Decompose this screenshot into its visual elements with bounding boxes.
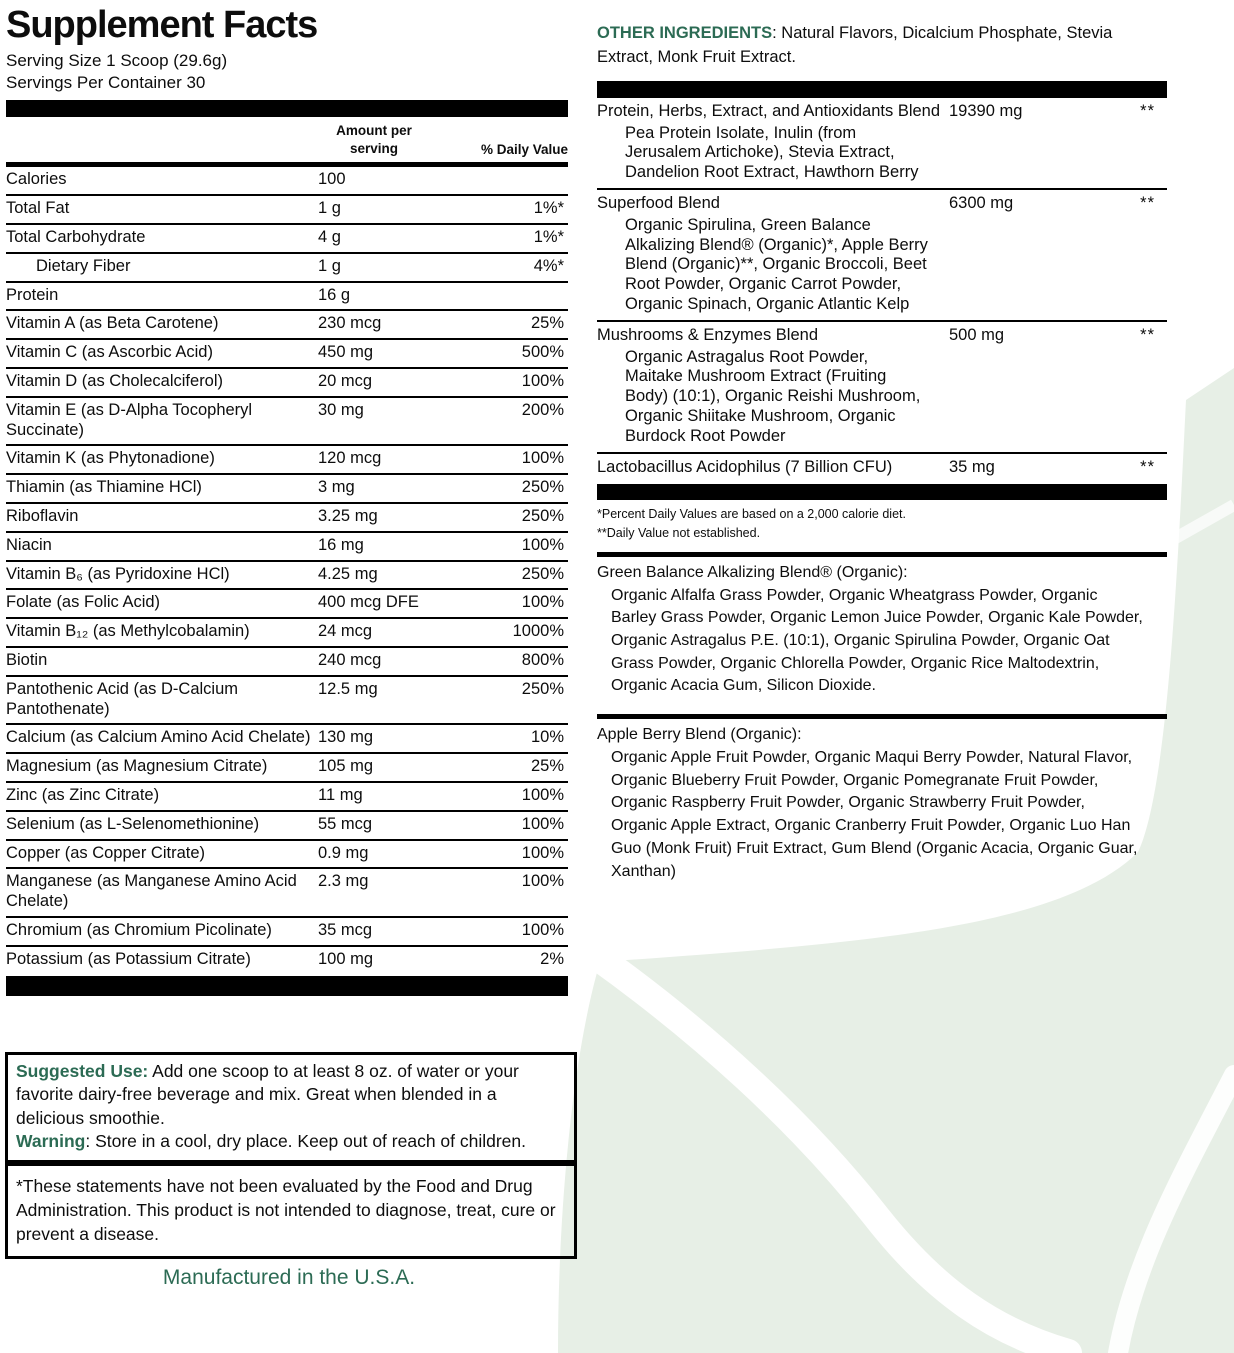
blend-detail xyxy=(597,714,1167,899)
nutrient-amount: 30 mg xyxy=(318,400,364,419)
facts-row xyxy=(6,252,568,281)
nutrient-amount: 4.25 mg xyxy=(318,564,378,583)
facts-row xyxy=(6,617,568,646)
nutrient-daily-value: 250% xyxy=(521,679,564,698)
warning-text: : Store in a cool, dry place. Keep out of reach of children. xyxy=(85,1130,527,1151)
nutrient-name: Vitamin B₆ (as Pyridoxine HCl) xyxy=(6,564,230,583)
facts-row xyxy=(6,916,568,945)
nutrient-amount: 230 mcg xyxy=(318,314,382,333)
blend-row xyxy=(597,98,1167,188)
nutrient-amount: 450 mg xyxy=(318,343,374,362)
suggested-use-label: Suggested Use: xyxy=(16,1061,149,1081)
blend-daily-value: ** xyxy=(1140,457,1155,476)
facts-row xyxy=(6,531,568,560)
nutrient-amount: 11 mg xyxy=(318,786,363,805)
blend-main-line xyxy=(597,454,1167,480)
footnote: *Percent Daily Values are based on a 2,000 calorie diet. xyxy=(597,507,906,522)
servings-per-container: Servings Per Container 30 xyxy=(6,72,206,92)
blend-ingredients: Pea Protein Isolate, Inulin (from Jerusalem Artichoke), Stevia Extract, Dandelion Root Extract, Hawthorn Berry xyxy=(625,123,919,182)
facts-row xyxy=(6,396,568,445)
nutrient-name: Biotin xyxy=(6,651,48,670)
blend-detail-text: Organic Alfalfa Grass Powder, Organic Wheatgrass Powder, Organic Barley Grass Powder, Organic Lemon Juice Powder, Organic Kale Powder, Organic Astragalus P.E. (10:1), Organic Spirulina Powder, Organic Oat Grass Powder, Organic Chlorella Powder, Organic Rice Maltodextrin, Organic Acacia Gum, Silicon Dioxide. xyxy=(611,586,1143,695)
nutrient-name: Vitamin B₁₂ (as Methylcobalamin) xyxy=(6,622,250,641)
nutrient-name: Riboflavin xyxy=(6,507,79,526)
blend-detail-title: Green Balance Alkalizing Blend® (Organic): xyxy=(597,563,908,581)
facts-row xyxy=(6,810,568,839)
nutrient-daily-value: 200% xyxy=(521,400,564,419)
fda-disclaimer-box xyxy=(5,1163,577,1259)
warning-label: Warning xyxy=(16,1130,86,1151)
blend-row xyxy=(597,320,1167,452)
blend-daily-value: ** xyxy=(1140,101,1155,120)
blend-name: Mushrooms & Enzymes Blend xyxy=(597,325,819,344)
blend-daily-value: ** xyxy=(1140,325,1155,344)
divider-bar-bottom xyxy=(6,976,568,996)
nutrient-daily-value: 250% xyxy=(521,564,564,583)
nutrient-amount: 4 g xyxy=(318,228,341,247)
nutrient-daily-value: 100% xyxy=(521,593,564,612)
nutrient-daily-value: 250% xyxy=(521,478,564,497)
nutrient-amount: 55 mcg xyxy=(318,814,373,833)
nutrient-name: Calcium (as Calcium Amino Acid Chelate) xyxy=(6,728,311,747)
nutrient-daily-value: 800% xyxy=(521,651,564,670)
nutrient-name: Total Carbohydrate xyxy=(6,228,146,247)
nutrient-name: Manganese (as Manganese Amino Acid Chelate) xyxy=(6,872,297,911)
divider-bar-right-top xyxy=(597,81,1167,98)
nutrient-name: Magnesium (as Magnesium Citrate) xyxy=(6,757,268,776)
nutrient-amount: 100 mg xyxy=(318,949,374,968)
facts-row xyxy=(6,444,568,473)
blend-detail-sections xyxy=(597,552,1167,899)
blend-amount: 35 mg xyxy=(949,457,995,476)
nutrient-daily-value: 2% xyxy=(540,949,564,968)
nutrient-daily-value: 10% xyxy=(530,728,564,747)
fda-disclaimer-text: *These statements have not been evaluated by the Food and Drug Administration. This product is not intended to diagnose, treat, cure or prevent a disease. xyxy=(16,1176,556,1245)
facts-table xyxy=(6,162,568,973)
blend-daily-value: ** xyxy=(1140,194,1155,213)
nutrient-daily-value: 25% xyxy=(530,757,564,776)
nutrient-amount: 105 mg xyxy=(318,757,374,776)
other-ingredients-text: : Natural Flavors, Dicalcium Phosphate, Stevia Extract, Monk Fruit Extract. xyxy=(597,24,1113,66)
nutrient-daily-value xyxy=(488,170,568,190)
nutrient-name: Vitamin K (as Phytonadione) xyxy=(6,449,215,468)
facts-row xyxy=(6,281,568,310)
nutrient-daily-value: 100% xyxy=(521,872,564,891)
nutrient-name: Vitamin C (as Ascorbic Acid) xyxy=(6,343,213,362)
blend-amount: 6300 mg xyxy=(949,194,1014,213)
facts-table-header xyxy=(6,117,568,162)
suggested-use-text: Add one scoop to at least 8 oz. of water or your favorite dairy-free beverage and mix. Great when blended in a delicious smoothie. xyxy=(16,1061,519,1128)
blends-table xyxy=(597,98,1167,485)
other-ingredients xyxy=(597,22,1149,70)
column-header-amount: Amount per serving xyxy=(336,123,412,156)
nutrient-daily-value: 100% xyxy=(521,535,564,554)
nutrient-amount: 0.9 mg xyxy=(318,843,369,862)
facts-row xyxy=(6,588,568,617)
suggested-use-box xyxy=(5,1052,577,1163)
panel-title: Supplement Facts xyxy=(6,4,318,46)
blend-row xyxy=(597,452,1167,485)
nutrient-amount: 120 mcg xyxy=(318,449,382,468)
nutrient-daily-value: 25% xyxy=(530,314,564,333)
facts-row xyxy=(6,223,568,252)
supplement-facts-panel xyxy=(6,6,568,996)
facts-row xyxy=(6,945,568,974)
nutrient-name: Total Fat xyxy=(6,199,70,218)
nutrient-name: Dietary Fiber xyxy=(36,256,131,275)
nutrient-name: Zinc (as Zinc Citrate) xyxy=(6,786,160,805)
nutrient-name: Pantothenic Acid (as D-Calcium Pantothenate) xyxy=(6,679,239,718)
blend-main-line xyxy=(597,190,1167,216)
nutrient-amount: 3 mg xyxy=(318,478,355,497)
footnote: **Daily Value not established. xyxy=(597,526,761,541)
nutrient-daily-value: 100% xyxy=(521,843,564,862)
facts-row xyxy=(6,752,568,781)
nutrient-daily-value: 100% xyxy=(521,372,564,391)
facts-row xyxy=(6,194,568,223)
nutrient-amount: 16 mg xyxy=(318,535,364,554)
facts-row xyxy=(6,646,568,675)
facts-row xyxy=(6,560,568,589)
nutrient-amount: 240 mcg xyxy=(318,651,382,670)
nutrient-daily-value: 500% xyxy=(521,343,564,362)
nutrient-name: Calories xyxy=(6,170,67,189)
nutrient-amount: 24 mcg xyxy=(318,622,373,641)
blend-main-line xyxy=(597,322,1167,348)
nutrient-name: Folate (as Folic Acid) xyxy=(6,593,161,612)
nutrient-amount: 1 g xyxy=(318,256,341,275)
nutrient-amount: 1 g xyxy=(318,199,341,218)
footnotes xyxy=(597,500,1167,552)
serving-size: Serving Size 1 Scoop (29.6g) xyxy=(6,50,228,70)
nutrient-daily-value xyxy=(488,286,568,306)
other-ingredients-label: OTHER INGREDIENTS xyxy=(597,24,773,42)
facts-row xyxy=(6,839,568,868)
facts-row xyxy=(6,473,568,502)
nutrient-daily-value: 100% xyxy=(521,449,564,468)
nutrient-amount: 400 mcg DFE xyxy=(318,593,419,612)
nutrient-name: Thiamin (as Thiamine HCl) xyxy=(6,478,202,497)
nutrient-daily-value: 1%* xyxy=(533,199,564,218)
nutrient-amount: 35 mcg xyxy=(318,921,373,939)
nutrient-amount: 130 mg xyxy=(318,728,374,747)
nutrient-name: Potassium (as Potassium Citrate) xyxy=(6,949,251,968)
nutrient-daily-value: 250% xyxy=(521,507,564,526)
nutrient-daily-value: 4%* xyxy=(533,256,564,275)
blend-row xyxy=(597,188,1167,320)
facts-row xyxy=(6,338,568,367)
nutrient-name: Chromium (as Chromium Picolinate) xyxy=(6,921,272,939)
blend-name: Protein, Herbs, Extract, and Antioxidants Blend xyxy=(597,101,941,120)
facts-row xyxy=(6,867,568,916)
facts-row xyxy=(6,781,568,810)
blend-amount: 19390 mg xyxy=(949,101,1023,120)
facts-row xyxy=(6,367,568,396)
nutrient-amount: 20 mcg xyxy=(318,372,373,391)
nutrient-name: Niacin xyxy=(6,535,52,554)
nutrient-name: Vitamin E (as D-Alpha Tocopheryl Succinate) xyxy=(6,400,253,439)
nutrient-amount: 2.3 mg xyxy=(318,872,369,891)
divider-bar-right-bottom xyxy=(597,484,1167,500)
nutrient-amount: 16 g xyxy=(318,285,351,304)
nutrient-daily-value: 100% xyxy=(521,814,564,833)
facts-row xyxy=(6,309,568,338)
blend-amount: 500 mg xyxy=(949,325,1005,344)
blend-ingredients: Organic Astragalus Root Powder, Maitake Mushroom Extract (Fruiting Body) (10:1), Organic Reishi Mushroom, Organic Shiitake Mushroom, Organic Burdock Root Powder xyxy=(625,347,921,445)
nutrient-name: Selenium (as L-Selenomethionine) xyxy=(6,814,260,833)
column-header-daily-value: % Daily Value xyxy=(480,142,568,158)
facts-row xyxy=(6,502,568,531)
facts-row xyxy=(6,675,568,724)
blend-name: Lactobacillus Acidophilus (7 Billion CFU) xyxy=(597,457,893,476)
blends-panel xyxy=(597,22,1167,899)
blend-main-line xyxy=(597,98,1167,124)
blend-detail xyxy=(597,552,1167,714)
nutrient-daily-value: 1000% xyxy=(512,622,564,641)
nutrient-name: Protein xyxy=(6,285,59,304)
nutrient-name: Vitamin A (as Beta Carotene) xyxy=(6,314,219,333)
blend-detail-title: Apple Berry Blend (Organic): xyxy=(597,726,802,744)
blend-ingredients: Organic Spirulina, Green Balance Alkalizing Blend® (Organic)*, Apple Berry Blend (Organic)**, Organic Broccoli, Beet Root Powder, Organic Carrot Powder, Organic Spinach, Organic Atlantic Kelp xyxy=(625,215,928,314)
blend-name: Superfood Blend xyxy=(597,194,720,213)
nutrient-name: Copper (as Copper Citrate) xyxy=(6,843,205,862)
manufactured-note: Manufactured in the U.S.A. xyxy=(162,1266,416,1289)
nutrient-name: Vitamin D (as Cholecalciferol) xyxy=(6,372,224,391)
nutrient-amount: 100 xyxy=(318,170,346,189)
divider-bar-top xyxy=(6,100,568,117)
nutrient-daily-value: 100% xyxy=(521,921,564,939)
nutrient-amount: 3.25 mg xyxy=(318,507,378,526)
nutrient-amount: 12.5 mg xyxy=(318,679,378,698)
blend-detail-text: Organic Apple Fruit Powder, Organic Maqui Berry Powder, Natural Flavor, Organic Blueberry Fruit Powder, Organic Pomegranate Fruit Powder, Organic Raspberry Fruit Powder, Organic Strawberry Fruit Powder, Organic Apple Extract, Organic Cranberry Fruit Powder, Organic Luo Han Guo (Monk Fruit) Fruit Extract, Gum Blend (Organic Acacia, Organic Guar, Xanthan) xyxy=(611,748,1138,880)
nutrient-daily-value: 100% xyxy=(521,786,564,805)
facts-row xyxy=(6,723,568,752)
facts-row xyxy=(6,167,568,194)
nutrient-daily-value: 1%* xyxy=(533,228,564,247)
